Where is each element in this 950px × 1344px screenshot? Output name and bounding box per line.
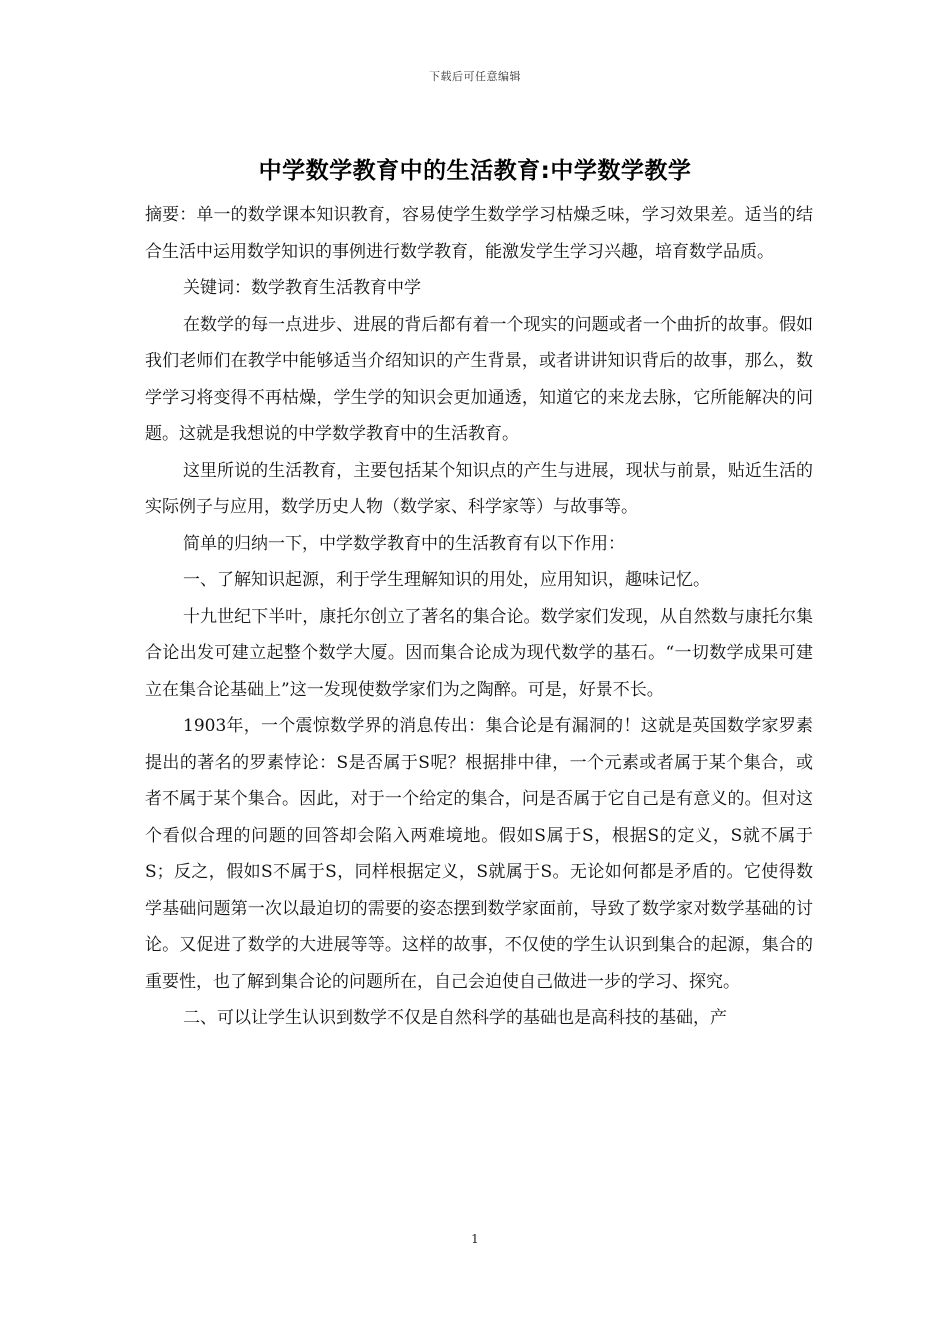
- section-heading: 一、了解知识起源，利于学生理解知识的用处，应用知识，趣味记忆。: [183, 570, 710, 590]
- body-paragraph: 简单的归纳一下，中学数学教育中的生活教育有以下作用：: [183, 533, 625, 554]
- body-paragraph: 这里所说的生活教育，主要包括某个知识点的产生与进展，现状与前景，贴近生活的实际例子与应用，数学历史人物（数学家、科学家等）与故事等。: [145, 460, 813, 517]
- abstract-paragraph: 摘要：单一的数学课本知识教育，容易使学生数学学习枯燥乏味，学习效果差。适当的结合生活中运用数学知识的事例进行数学教育，能激发学生学习兴趣，培育数学品质。: [145, 205, 813, 262]
- section-heading: 二、可以让学生认识到数学不仅是自然科学的基础也是高科技的基础，产: [183, 1008, 727, 1028]
- body-paragraph: 十九世纪下半叶，康托尔创立了著名的集合论。数学家们发现，从自然数与康托尔集合论出发可建立起整个数学大厦。因而集合论成为现代数学的基石。“一切数学成果可建立在集合论基础上”这一发现使数学家们为之陶醉。可是，好景不长。: [145, 606, 813, 700]
- document-title: 中学数学教育中的生活教育:中学数学教学: [258, 158, 692, 184]
- document-body: [145, 197, 813, 1037]
- body-paragraph: 在数学的每一点进步、进展的背后都有着一个现实的问题或者一个曲折的故事。假如我们老师们在教学中能够适当介绍知识的产生背景，或者讲讲知识背后的故事，那么，数学学习将变得不再枯燥，学生学的知识会更加通透，知道它的来龙去脉，它所能解决的问题。这就是我想说的中学数学教育中的生活教育。: [145, 314, 813, 444]
- keywords-paragraph: 关键词：数学教育生活教育中学: [183, 278, 421, 298]
- header-note: 下载后可任意编辑: [429, 70, 521, 83]
- page-number: 1: [471, 1232, 479, 1246]
- body-paragraph: 1903年，一个震惊数学界的消息传出：集合论是有漏洞的！这就是英国数学家罗素提出的著名的罗素悖论：S是否属于S呢？根据排中律，一个元素或者属于某个集合，或者不属于某个集合。因此，对于一个给定的集合，问是否属于它自己是有意义的。但对这个看似合理的问题的回答却会陷入两难境地。假如S属于S，根据S的定义，S就不属于S；反之，假如S不属于S，同样根据定义，S就属于S。无论如何都是矛盾的。它使得数学基础问题第一次以最迫切的需要的姿态摆到数学家面前，导致了数学家对数学基础的讨论。又促进了数学的大进展等等。这样的故事，不仅使的学生认识到集合的起源，集合的重要性，也了解到集合论的问题所在，自己会迫使自己做进一步的学习、探究。: [145, 716, 813, 992]
